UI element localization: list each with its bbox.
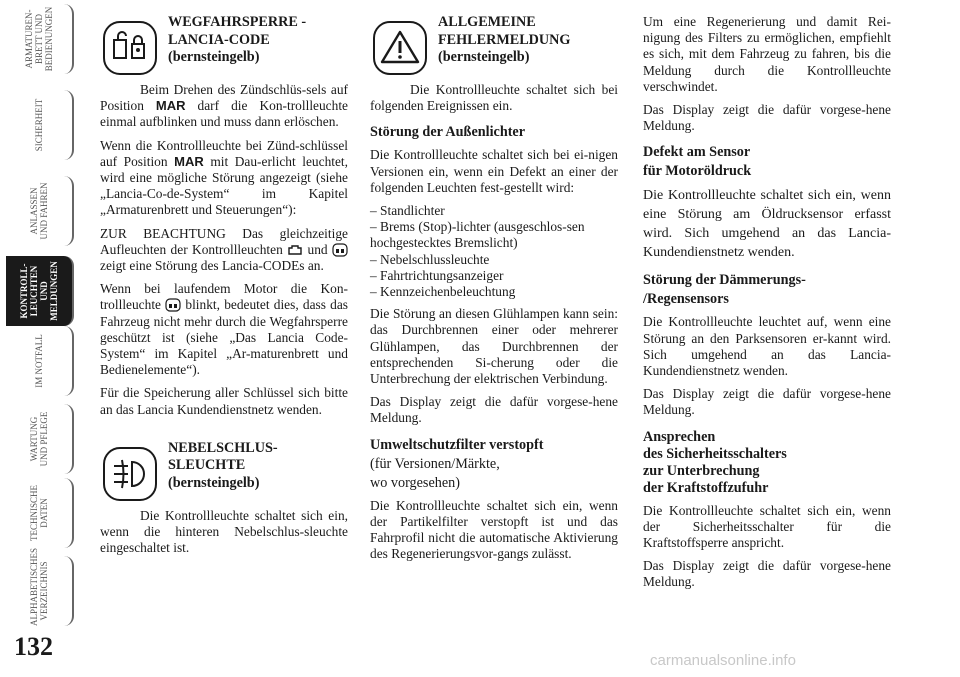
subheading: Umweltschutzfilter verstopft xyxy=(370,436,544,453)
subheading: Defekt am Sensor xyxy=(643,144,751,161)
list-item: – Kennzeichenbeleuchtung xyxy=(370,284,516,300)
paragraph: Wenn die Kontrollleuchte bei Zünd-schlüssel auf Position MAR mit Dau-erlicht leuchtet, wird eine mögliche Störung angezeigt (siehe „Lancia-Co-de-System“ im Kapitel „Armaturenbrett und Steuerungen“): xyxy=(100,137,348,218)
bulb-list xyxy=(370,203,618,300)
immobilizer-icon xyxy=(165,298,181,312)
section-title: FEHLERMELDUNG xyxy=(438,31,571,48)
paragraph: ZUR BEACHTUNG Das gleichzeitige Aufleuchten der Kontrollleuchten und zeigt eine Störung des Lancia-CODEs an. xyxy=(100,225,348,274)
chapter-sidebar xyxy=(0,0,78,677)
section-wegfahrsperre-header xyxy=(100,14,348,78)
list-item: – Standlichter xyxy=(370,203,445,219)
tab-im-notfall[interactable]: IM NOTFALL xyxy=(6,326,74,396)
watermark: carmanualsonline.info xyxy=(650,652,796,669)
rear-fog-light-icon xyxy=(100,444,160,504)
tab-armaturenbrett[interactable]: ARMATUREN- BRETT UND BEDIENUNGEN xyxy=(6,4,74,74)
paragraph: Beim Drehen des Zündschlüs-sels auf Position MAR darf die Kon-trollleuchte einmal aufblinken und muss dann erlöschen. xyxy=(100,82,348,130)
column-2 xyxy=(370,14,618,569)
subheading: für Motoröldruck xyxy=(643,163,752,180)
subheading: /Regensensors xyxy=(643,291,729,308)
section-title: LANCIA-CODE xyxy=(168,31,270,48)
tab-wartung[interactable]: WARTUNG UND PFLEGE xyxy=(6,404,74,474)
warning-icon xyxy=(370,18,430,78)
list-item: – Nebelschlussleuchte xyxy=(370,251,490,267)
paragraph: Für die Speicherung aller Schlüssel sich bitte an das Lancia Kundendienstnetz wenden. xyxy=(100,385,348,417)
subheading: der Kraftstoffzufuhr xyxy=(643,479,769,496)
tab-verzeichnis[interactable]: ALPHABETISCHES VERZEICHNIS xyxy=(6,556,74,626)
section-title: WEGFAHRSPERRE - xyxy=(168,14,307,30)
paragraph: Die Kontrollleuchte leuchtet auf, wenn eine Störung an den Parksensoren er-kannt wird. Sich umgehend an das Lancia-Kundendienstnetz wenden. xyxy=(643,314,891,379)
column-3 xyxy=(643,14,891,598)
subheading: zur Unterbrechung xyxy=(643,462,760,479)
list-item: – Fahrtrichtungsanzeiger xyxy=(370,267,504,283)
section-title: ALLGEMEINE xyxy=(438,14,536,30)
column-1 xyxy=(100,14,348,563)
paragraph: Das Display zeigt die dafür vorgese-hene Meldung. xyxy=(643,558,891,590)
immobilizer-icon xyxy=(100,18,160,78)
subheading-note: (für Versionen/Märkte, xyxy=(370,455,500,472)
paragraph: Um eine Regenerierung und damit Rei-nigung des Filters zu ermöglichen, empfiehlt es sich, mit dem Fahrzeug zu fahren, bis die Meldung durch die Kontrollleuchte verschwindet. xyxy=(643,14,891,94)
subheading: des Sicherheitsschalters xyxy=(643,445,787,462)
paragraph: Die Kontrollleuchte schaltet sich ein, wenn die hinteren Nebelschlus-sleuchte eingeschaltet ist. xyxy=(100,507,348,556)
tab-kontrollleuchten[interactable]: KONTROLL- LEUCHTEN UND MELDUNGEN xyxy=(6,256,74,326)
paragraph: Das Display zeigt die dafür vorgese-hene Meldung. xyxy=(643,386,891,418)
subheading: Störung der Außenlichter xyxy=(370,124,526,141)
paragraph: Das Display zeigt die dafür vorgese-hene Meldung. xyxy=(370,394,618,426)
section-title: NEBELSCHLUS- xyxy=(168,439,278,456)
engine-check-icon xyxy=(287,243,303,257)
paragraph: Die Störung an diesen Glühlampen kann sein: das Durchbrennen einer oder mehrerer Glühlampen, das Durchbrennen der entsprechenden Si-cherung oder die Unterbrechung der elektrischen Verbindung. xyxy=(370,306,618,387)
paragraph: Die Kontrollleuchte schaltet sich ein, wenn der Partikelfilter verstopft ist und das Fahrprofil nicht die automatische Aktivierung des Regenerierungsvor-gangs zulässt. xyxy=(370,497,618,562)
paragraph: Die Kontrollleuchte schaltet sich bei ei-nigen Versionen ein, wenn ein Defekt an einer der folgenden Leuchten fest-gestellt wird: xyxy=(370,147,618,195)
tab-technische-daten[interactable]: TECHNISCHE DATEN xyxy=(6,478,74,548)
paragraph: Die Kontrollleuchte schaltet sich ein, wenn eine Störung am Öldrucksensor erfasst wird. Sich umgehend an das Lancia-Kundendienstnetz wenden. xyxy=(643,188,891,261)
paragraph: Die Kontrollleuchte schaltet sich ein, wenn der Sicherheitsschalter für die Kraftstoffsperre anspricht. xyxy=(643,502,891,551)
tab-anlassen[interactable]: ANLASSEN UND FAHREN xyxy=(6,176,74,246)
subheading: Störung der Dämmerungs- xyxy=(643,272,806,289)
list-item: – Brems (Stop)-lichter (ausgeschlos-sen hochgestecktes Bremslicht) xyxy=(370,219,585,251)
tab-sicherheit[interactable]: SICHERHEIT xyxy=(6,90,74,160)
paragraph: Das Display zeigt die dafür vorgese-hene Meldung. xyxy=(643,102,891,134)
subheading-note: wo vorgesehen) xyxy=(370,474,460,491)
paragraph: Die Kontrollleuchte schaltet sich bei folgenden Ereignissen ein. xyxy=(370,82,618,114)
section-color: (bernsteingelb) xyxy=(168,474,260,491)
immobilizer-icon xyxy=(332,243,348,257)
paragraph: Wenn bei laufendem Motor die Kon-trollleuchte blinkt, bedeutet dies, dass das Fahrzeug nicht mehr durch die Wegfahrsperre geschützt ist (siehe „Das Lancia Code-System“ im Kapitel „Ar-maturenbrett und Bedienelemente“). xyxy=(100,281,348,378)
section-color: (bernsteingelb) xyxy=(168,49,260,65)
section-nebelschlussleuchte-header xyxy=(100,440,348,504)
subheading: Ansprechen xyxy=(643,428,716,445)
section-fehlermeldung-header xyxy=(370,14,618,78)
page-number: 132 xyxy=(14,632,53,661)
section-title: SLEUCHTE xyxy=(168,457,246,474)
section-color: (bernsteingelb) xyxy=(438,49,530,65)
